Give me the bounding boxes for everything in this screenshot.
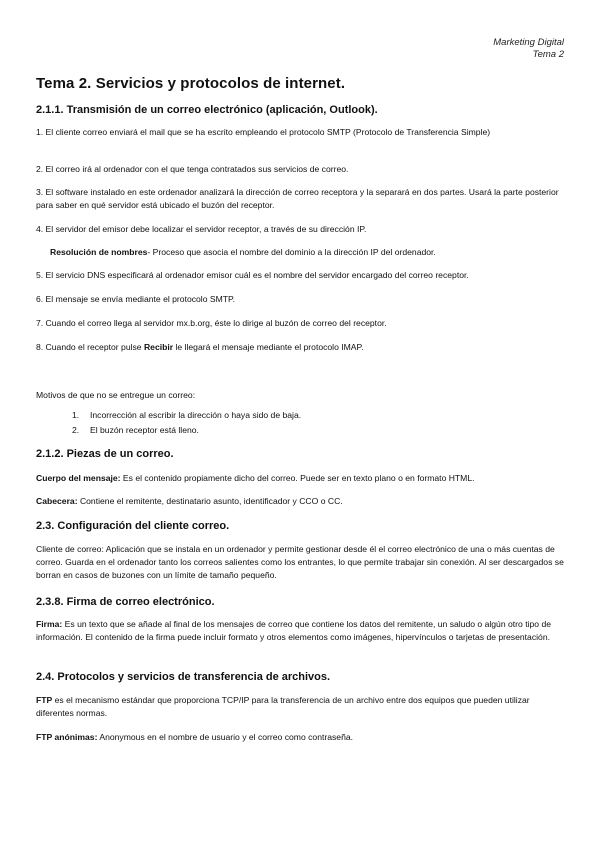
list-item xyxy=(36,423,566,438)
step-7: 7. Cuando el correo llega al servidor mx.b.org, éste lo dirige al buzón de correo del receptor. xyxy=(36,318,387,328)
name-resolution-note xyxy=(36,246,580,259)
signature-text: Es un texto que se añade al final de los mensajes de correo que contiene los datos del remitente, un saludo o algún otro tipo de información. El contenido de la firma puede incluir formato y otros elementos como imágenes, hipervínculos o tarjetas de presentación. xyxy=(36,619,551,642)
anonymous-ftp-definition xyxy=(36,731,566,744)
step-8-start: 8. Cuando el receptor pulse xyxy=(36,342,144,352)
list-number: 2. xyxy=(72,425,80,435)
header-text: Contiene el remitente, destinatario asunto, identificador y CCO o CC. xyxy=(77,496,343,506)
anonymous-ftp-text: Anonymous en el nombre de usuario y el correo como contraseña. xyxy=(97,732,354,742)
message-body-text: Es el contenido propiamente dicho del correo. Puede ser en texto plano o en formato HTML. xyxy=(120,473,475,483)
section-heading-2-1-1: 2.1.1. Transmisión de un correo electrónico (aplicación, Outlook). xyxy=(36,104,378,116)
receive-term: Recibir xyxy=(143,342,174,352)
mail-client-definition: Cliente de correo: Aplicación que se instala en un ordenador y permite gestionar desde él el correo electrónico de una o más cuentas de correo. Guarda en el ordenador tanto los correos salientes como los entrantes, lo que permite trabajar sin conexión. Al ser descargados se borran en casos de buzones con un límite de tamaño pequeño. xyxy=(36,544,564,580)
section-heading-2-1-2: 2.1.2. Piezas de un correo. xyxy=(36,448,174,460)
step-1: 1. El cliente correo enviará el mail que se ha escrito empleando el protocolo SMTP (Protocolo de Transferencia Simple) xyxy=(36,127,491,137)
step-6: 6. El mensaje se envía mediante el protocolo SMTP. xyxy=(36,294,236,304)
list-text: Incorrección al escribir la dirección o haya sido de baja. xyxy=(90,410,302,420)
step-4: 4. El servidor del emisor debe localizar el servidor receptor, a través de su dirección IP. xyxy=(36,224,367,234)
header-term: Cabecera: xyxy=(36,496,78,506)
header-course: Marketing Digital xyxy=(493,37,564,48)
step-8 xyxy=(36,341,566,354)
ftp-text: es el mecanismo estándar que proporciona TCP/IP para la transferencia de un archivo entre dos equipos que pueden utilizar diferentes normas. xyxy=(36,695,530,718)
header-definition xyxy=(36,495,566,508)
signature-term: Firma: xyxy=(36,619,63,629)
section-heading-2-4: 2.4. Protocolos y servicios de transferencia de archivos. xyxy=(36,671,331,683)
failure-reasons-intro: Motivos de que no se entregue un correo: xyxy=(36,390,196,400)
name-resolution-term: Resolución de nombres xyxy=(50,247,148,257)
document-title: Tema 2. Servicios y protocolos de internet. xyxy=(36,75,346,92)
section-heading-2-3-8: 2.3.8. Firma de correo electrónico. xyxy=(36,596,215,608)
anonymous-ftp-term: FTP anónimas: xyxy=(36,732,98,742)
name-resolution-definition: - Proceso que asocia el nombre del dominio a la dirección IP del ordenador. xyxy=(147,247,436,257)
header-topic: Tema 2 xyxy=(532,49,564,60)
failure-reasons-list xyxy=(36,408,566,438)
list-item xyxy=(36,408,566,423)
step-8-end: le llegará el mensaje mediante el protocolo IMAP. xyxy=(173,342,364,352)
section-heading-2-3: 2.3. Configuración del cliente correo. xyxy=(36,520,230,532)
ftp-definition xyxy=(36,694,566,720)
message-body-term: Cuerpo del mensaje: xyxy=(36,473,121,483)
ftp-term: FTP xyxy=(36,695,53,705)
list-number: 1. xyxy=(72,410,80,420)
message-body-definition xyxy=(36,472,566,485)
step-2: 2. El correo irá al ordenador con el que tenga contratados sus servicios de correo. xyxy=(36,164,349,174)
list-text: El buzón receptor está lleno. xyxy=(90,425,199,435)
step-5: 5. El servicio DNS especificará al ordenador emisor cuál es el nombre del servidor encargado del correo receptor. xyxy=(36,270,469,280)
step-3: 3. El software instalado en este ordenador analizará la dirección de correo receptora y la separará en dos partes. Usará la parte posterior para saber en qué servidor está ubicado el buzón del receptor. xyxy=(36,187,559,210)
signature-definition xyxy=(36,618,566,644)
running-header xyxy=(493,37,564,61)
